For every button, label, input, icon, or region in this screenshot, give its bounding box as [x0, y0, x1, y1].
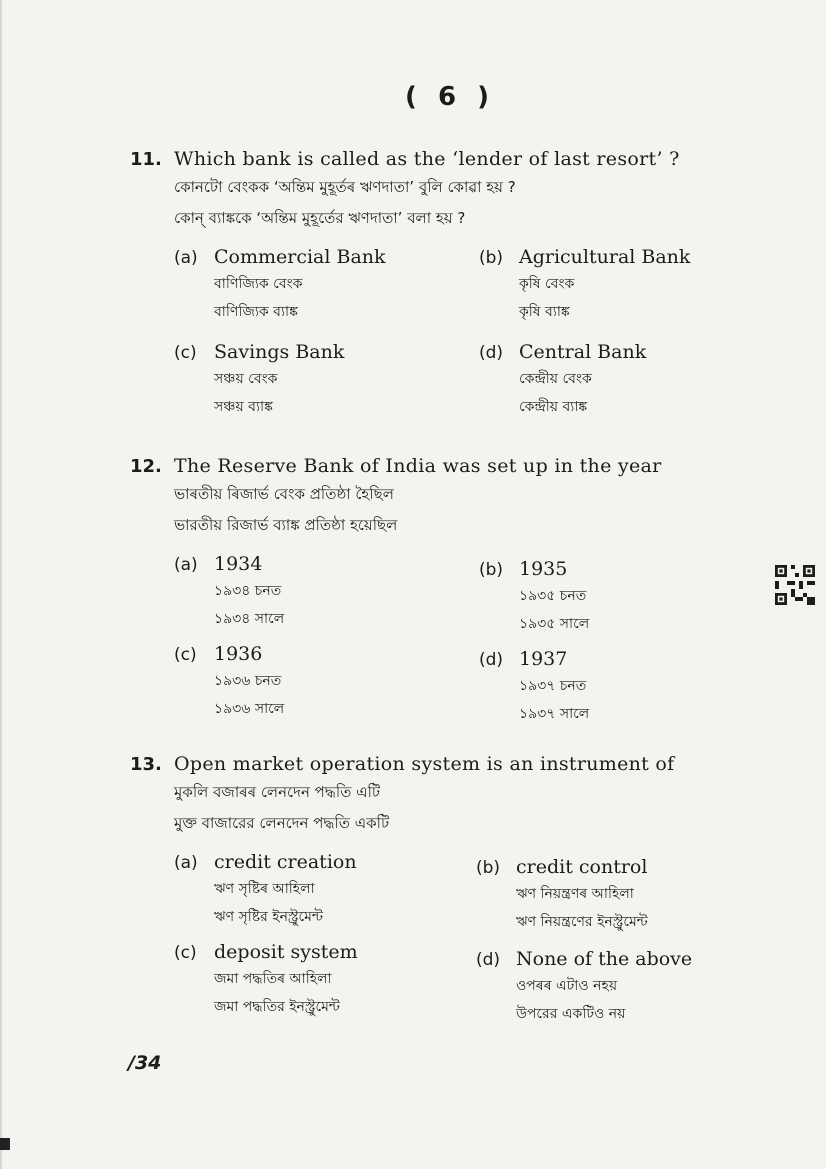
page-number: ( 6 )	[405, 82, 495, 112]
option-text-en: 1934	[214, 553, 263, 575]
question-text-bn: মুক্ত বাজারের লেনদেন পদ্ধতি একটি	[174, 814, 390, 832]
question-13	[130, 753, 730, 1041]
option-a	[174, 553, 434, 631]
question-text-bn: ভারতীয় রিজার্ভ ব্যাঙ্ক প্রতিষ্ঠা হয়েছিল	[174, 516, 398, 534]
option-text-as: কেন্দ্ৰীয় বেংক	[519, 371, 592, 387]
option-text-bn: বাণিজ্যিক ব্যাঙ্ক	[214, 304, 298, 320]
option-d	[479, 341, 739, 419]
option-a	[174, 851, 434, 929]
option-text-bn: জমা পদ্ধতির ইনস্ট্রুমেন্ট	[214, 999, 340, 1015]
paper-code: /34	[128, 1052, 162, 1074]
option-b	[479, 246, 739, 324]
question-text-en: Open market operation system is an instrument of	[174, 753, 675, 775]
question-text-en: The Reserve Bank of India was set up in the year	[174, 455, 662, 477]
option-text-en: Commercial Bank	[214, 246, 386, 268]
option-c	[174, 643, 434, 721]
option-text-as: কৃষি বেংক	[519, 276, 575, 292]
question-text-as: কোনটো বেংকক ‘অন্তিম মুহূৰ্তৰ ঋণদাতা’ বুলি কোৱা হয় ?	[174, 178, 516, 196]
option-text-en: None of the above	[516, 948, 693, 970]
option-label: (d)	[479, 343, 504, 363]
option-label: (d)	[479, 650, 504, 670]
option-label: (c)	[174, 943, 197, 963]
question-number: 11.	[130, 149, 162, 170]
option-text-bn: ১৯৩৪ সালে	[214, 611, 285, 627]
option-d	[476, 948, 736, 1026]
option-text-bn: উপরের একটিও নয়	[516, 1006, 626, 1022]
option-label: (b)	[476, 858, 501, 878]
option-text-en: 1936	[214, 643, 263, 665]
option-label: (d)	[476, 950, 501, 970]
option-text-bn: ১৯৩৫ সালে	[519, 616, 590, 632]
option-text-en: Agricultural Bank	[519, 246, 691, 268]
option-text-en: Savings Bank	[214, 341, 345, 363]
option-label: (a)	[174, 853, 198, 873]
option-text-en: 1935	[519, 558, 568, 580]
qr-code-icon	[775, 565, 815, 605]
option-text-en: deposit system	[214, 941, 358, 963]
option-text-as: ওপৰৰ এটাও নহয়	[516, 978, 618, 994]
question-text-as: ভাৰতীয় ৰিজাৰ্ভ বেংক প্ৰতিষ্ঠা হৈছিল	[174, 485, 394, 503]
option-c	[174, 341, 434, 419]
option-label: (a)	[174, 248, 198, 268]
option-text-as: ১৯৩৬ চনত	[214, 673, 282, 689]
question-number: 12.	[130, 456, 162, 477]
option-text-bn: কৃষি ব্যাঙ্ক	[519, 304, 570, 320]
option-text-as: ১৯৩৪ চনত	[214, 583, 282, 599]
options	[174, 851, 730, 1041]
option-label: (a)	[174, 555, 198, 575]
option-text-as: সঞ্চয় বেংক	[214, 371, 278, 387]
option-text-bn: ১৯৩৭ সালে	[519, 706, 590, 722]
option-b	[476, 856, 736, 934]
options	[174, 553, 730, 743]
question-text-as: মুকলি বজাৰৰ লেনদেন পদ্ধতি এটি	[174, 783, 381, 801]
option-label: (c)	[174, 343, 197, 363]
option-text-bn: কেন্দ্রীয় ব্যাঙ্ক	[519, 399, 588, 415]
option-text-as: ঋণ সৃষ্টিৰ আহিলা	[214, 881, 315, 897]
option-text-bn: সঞ্চয় ব্যাঙ্ক	[214, 399, 273, 415]
question-number: 13.	[130, 754, 162, 775]
option-b	[479, 558, 739, 636]
option-text-bn: ঋণ নিয়ন্ত্রণের ইনস্ট্রুমেন্ট	[516, 914, 648, 930]
question-text-en: Which bank is called as the ‘lender of last resort’ ?	[174, 148, 680, 170]
options	[174, 246, 730, 436]
corner-mark	[0, 1138, 10, 1150]
option-text-bn: ঋণ সৃষ্টির ইনস্ট্রুমেন্ট	[214, 909, 323, 925]
option-d	[479, 648, 739, 726]
option-label: (b)	[479, 248, 504, 268]
option-text-as: ১৯৩৭ চনত	[519, 678, 587, 694]
option-text-en: Central Bank	[519, 341, 647, 363]
option-c	[174, 941, 434, 1019]
question-11	[130, 148, 730, 436]
option-label: (c)	[174, 645, 197, 665]
option-text-as: ঋণ নিয়ন্ত্ৰণৰ আহিলা	[516, 886, 634, 902]
option-label: (b)	[479, 560, 504, 580]
option-text-en: credit creation	[214, 851, 357, 873]
question-12	[130, 455, 730, 743]
option-a	[174, 246, 434, 324]
page-edge	[0, 0, 2, 1169]
option-text-en: credit control	[516, 856, 648, 878]
option-text-as: ১৯৩৫ চনত	[519, 588, 587, 604]
option-text-as: বাণিজ্যিক বেংক	[214, 276, 303, 292]
option-text-en: 1937	[519, 648, 568, 670]
option-text-as: জমা পদ্ধতিৰ আহিলা	[214, 971, 332, 987]
option-text-bn: ১৯৩৬ সালে	[214, 701, 285, 717]
question-text-bn: কোন্ ব্যাঙ্ককে ‘অন্তিম মুহূর্তের ঋণদাতা’ বলা হয় ?	[174, 209, 466, 227]
